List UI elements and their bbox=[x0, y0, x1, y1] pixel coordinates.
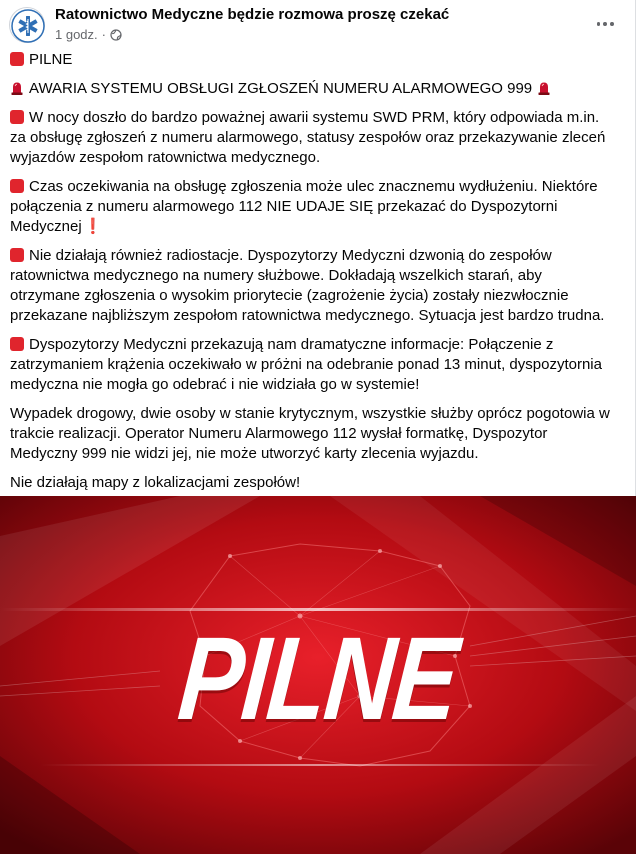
globe-icon[interactable] bbox=[110, 29, 122, 41]
paragraph-text: Czas oczekiwania na obsługę zgłoszenia może ulec znacznemu wydłużeniu. Niektóre połączenia z numeru alarmowego 112 NIE UDAJE SIĘ przekazać do Dyspozytorni Medycznej bbox=[10, 178, 598, 235]
exclamation-icon: ❗ bbox=[83, 218, 103, 235]
post-paragraph bbox=[10, 108, 616, 168]
more-options-icon[interactable] bbox=[595, 14, 615, 34]
red-square-icon bbox=[10, 248, 24, 262]
post-meta bbox=[55, 27, 122, 42]
siren-icon bbox=[10, 80, 24, 95]
red-square-icon bbox=[10, 110, 24, 124]
paragraph-text: Nie działają mapy z lokalizacjami zespołów! bbox=[10, 474, 301, 491]
post-paragraph bbox=[10, 246, 616, 326]
paragraph-text: Wypadek drogowy, dwie osoby w stanie krytycznym, wszystkie służby oprócz pogotowia w trakcie realizacji. Operator Numeru Alarmowego 112 wysłał formatkę, Dyspozytor Medyczny 999 nie widzi jej, nie może utworzyć karty zlecenia wyjazdu. bbox=[10, 405, 610, 462]
red-square-icon bbox=[10, 337, 24, 351]
banner-title: PILNE bbox=[173, 613, 463, 745]
post-text bbox=[10, 50, 616, 560]
paragraph-text: Nie działają również radiostacje. Dyspozytorzy Medyczni dzwonią do zespołów ratownictwa medycznego na numery służbowe. Dokładają wszelkich starań, aby otrzymane zgłoszenia o wysokim priorytecie (zagrożenie życia) zostały niezwłocznie przekazane najbliższym zespołom ratownictwa medycznego. Sytuacja jest bardzo trudna. bbox=[10, 247, 605, 324]
post-paragraph bbox=[10, 50, 616, 70]
post-paragraph bbox=[10, 177, 616, 237]
post-header bbox=[0, 0, 635, 50]
paragraph-text: Dyspozytorzy Medyczni przekazują nam dramatyczne informacje: Połączenie z zatrzymaniem krążenia oczekiwało w próżni na odebranie ponad 13 minut, dyspozytornia medyczna nie mogła go odebrać i nie widziała go w systemie! bbox=[10, 336, 602, 393]
post-paragraph bbox=[10, 404, 616, 464]
post-time-link[interactable]: 1 godz. bbox=[55, 27, 98, 42]
post-line-pilne: PILNE bbox=[29, 51, 73, 68]
meta-separator: · bbox=[101, 27, 106, 42]
paragraph-text: W nocy doszło do bardzo poważnej awarii systemu SWD PRM, który odpowiada m.in. za obsługę zgłoszeń z numeru alarmowego, statusy zespołów oraz przekazywanie zleceń wyjazdów zespołom ratownictwa medycznego. bbox=[10, 109, 606, 166]
red-square-icon bbox=[10, 179, 24, 193]
post-paragraph bbox=[10, 335, 616, 395]
red-square-icon bbox=[10, 52, 24, 66]
post-paragraph bbox=[10, 79, 616, 99]
page-name-link[interactable]: Ratownictwo Medyczne będzie rozmowa proszę czekać bbox=[55, 6, 450, 23]
post-paragraph bbox=[10, 473, 616, 493]
page-avatar[interactable] bbox=[9, 7, 45, 43]
star-of-life-icon bbox=[10, 8, 46, 44]
siren-icon bbox=[537, 80, 551, 95]
post-image[interactable] bbox=[0, 496, 636, 854]
post-line-headline: AWARIA SYSTEMU OBSŁUGI ZGŁOSZEŃ NUMERU ALARMOWEGO 999 bbox=[29, 80, 533, 97]
